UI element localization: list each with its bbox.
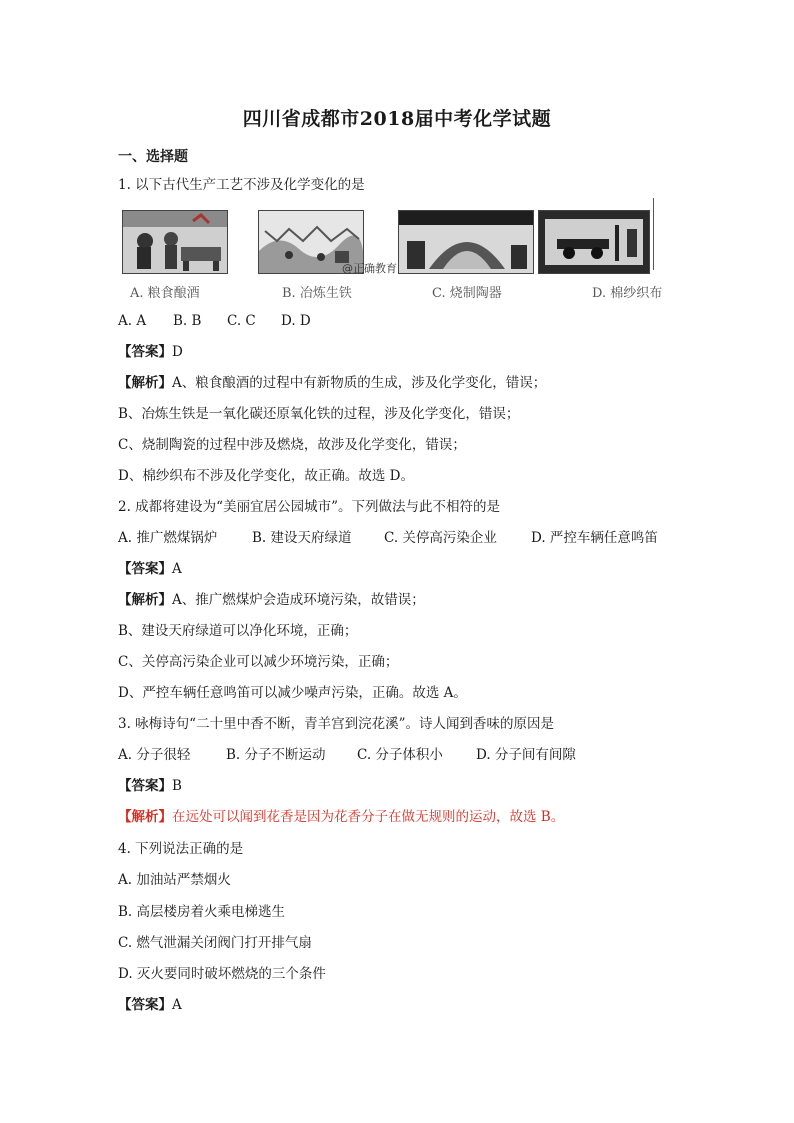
- watermark-text: @正确教育: [342, 262, 397, 275]
- q3-options: [118, 746, 576, 764]
- q4-option-c: C. 燃气泄漏关闭阀门打开排气扇: [118, 935, 312, 951]
- q2-option-b: B. 建设天府绿道: [252, 530, 352, 546]
- q2-option-d: D. 严控车辆任意鸣笛: [531, 530, 658, 546]
- q3-option-a: A. 分子很轻: [118, 747, 191, 763]
- q2-analysis-4: D、严控车辆任意鸣笛可以减少噪声污染，正确。故选 A。: [118, 685, 467, 701]
- q1-option-d: D. D: [281, 313, 311, 329]
- q1-analysis-4: D、棉纱织布不涉及化学变化，故正确。故选 D。: [118, 468, 414, 484]
- q1-caption-d: D. 棉纱织布: [592, 286, 663, 301]
- q3-option-c: C. 分子体积小: [357, 747, 443, 763]
- q3-option-d: D. 分子间有间隙: [476, 747, 576, 763]
- q1-option-a: A. A: [118, 313, 147, 329]
- q1-options: [118, 312, 311, 330]
- q1-option-b: B. B: [173, 313, 202, 329]
- q2-options: [118, 529, 658, 547]
- answer-value: A: [172, 561, 182, 577]
- q1-caption-c: C. 烧制陶器: [432, 286, 502, 301]
- section-heading: 一、选择题: [118, 149, 188, 165]
- answer-value: B: [172, 778, 182, 794]
- q1-option-c: C. C: [227, 313, 256, 329]
- answer-value: D: [172, 344, 183, 360]
- q4-option-d: D. 灭火要同时破坏燃烧的三个条件: [118, 966, 326, 982]
- page-title: 四川省成都市2018届中考化学试题: [242, 108, 552, 130]
- q1-image-weaving: [538, 210, 650, 274]
- q4-option-b: B. 高层楼房着火乘电梯逃生: [118, 904, 286, 920]
- analysis-text: 在远处可以闻到花香是因为花香分子在做无规则的运动，故选 B。: [172, 809, 565, 825]
- q1-analysis-2: B、冶炼生铁是一氧化碳还原氧化铁的过程，涉及化学变化，错误；: [118, 406, 520, 422]
- q2-analysis-1: [118, 591, 425, 609]
- analysis-text: A、推广燃煤炉会造成环境污染，故错误；: [172, 592, 425, 608]
- analysis-text: A、粮食酿酒的过程中有新物质的生成，涉及化学变化，错误；: [172, 375, 547, 391]
- analysis-label: 【解析】: [118, 592, 172, 608]
- q3-answer: [118, 777, 182, 795]
- analysis-label: 【解析】: [118, 809, 172, 825]
- q1-stem: 1. 以下古代生产工艺不涉及化学变化的是: [118, 177, 365, 193]
- q3-option-b: B. 分子不断运动: [226, 747, 326, 763]
- q2-option-a: A. 推广燃煤锅炉: [118, 530, 218, 546]
- q1-image-wine: [122, 210, 228, 274]
- q3-analysis-1: [118, 808, 564, 826]
- answer-label: 【答案】: [118, 344, 172, 360]
- q2-analysis-3: C、关停高污染企业可以减少环境污染，正确；: [118, 654, 399, 670]
- q1-answer: [118, 343, 183, 361]
- q2-stem: 2. 成都将建设为“美丽宜居公园城市”。下列做法与此不相符的是: [118, 499, 500, 515]
- analysis-label: 【解析】: [118, 375, 172, 391]
- answer-value: A: [172, 997, 182, 1013]
- q1-caption-a: A. 粮食酿酒: [130, 286, 200, 301]
- q2-answer: [118, 560, 182, 578]
- q1-analysis-3: C、烧制陶瓷的过程中涉及燃烧，故涉及化学变化，错误；: [118, 437, 466, 453]
- answer-label: 【答案】: [118, 561, 172, 577]
- q1-image-pottery: [398, 210, 534, 274]
- q4-option-a: A. 加油站严禁烟火: [118, 872, 231, 888]
- q3-stem: 3. 咏梅诗句“二十里中香不断，青羊宫到浣花溪”。诗人闻到香味的原因是: [118, 716, 554, 732]
- q2-analysis-2: B、建设天府绿道可以净化环境，正确；: [118, 623, 358, 639]
- answer-label: 【答案】: [118, 778, 172, 794]
- q4-stem: 4. 下列说法正确的是: [118, 841, 244, 857]
- q1-caption-b: B. 冶炼生铁: [282, 286, 352, 301]
- q2-option-c: C. 关停高污染企业: [384, 530, 497, 546]
- answer-label: 【答案】: [118, 997, 172, 1013]
- q1-analysis-1: [118, 374, 546, 392]
- image-border-line: [653, 198, 654, 270]
- q4-answer: [118, 996, 182, 1014]
